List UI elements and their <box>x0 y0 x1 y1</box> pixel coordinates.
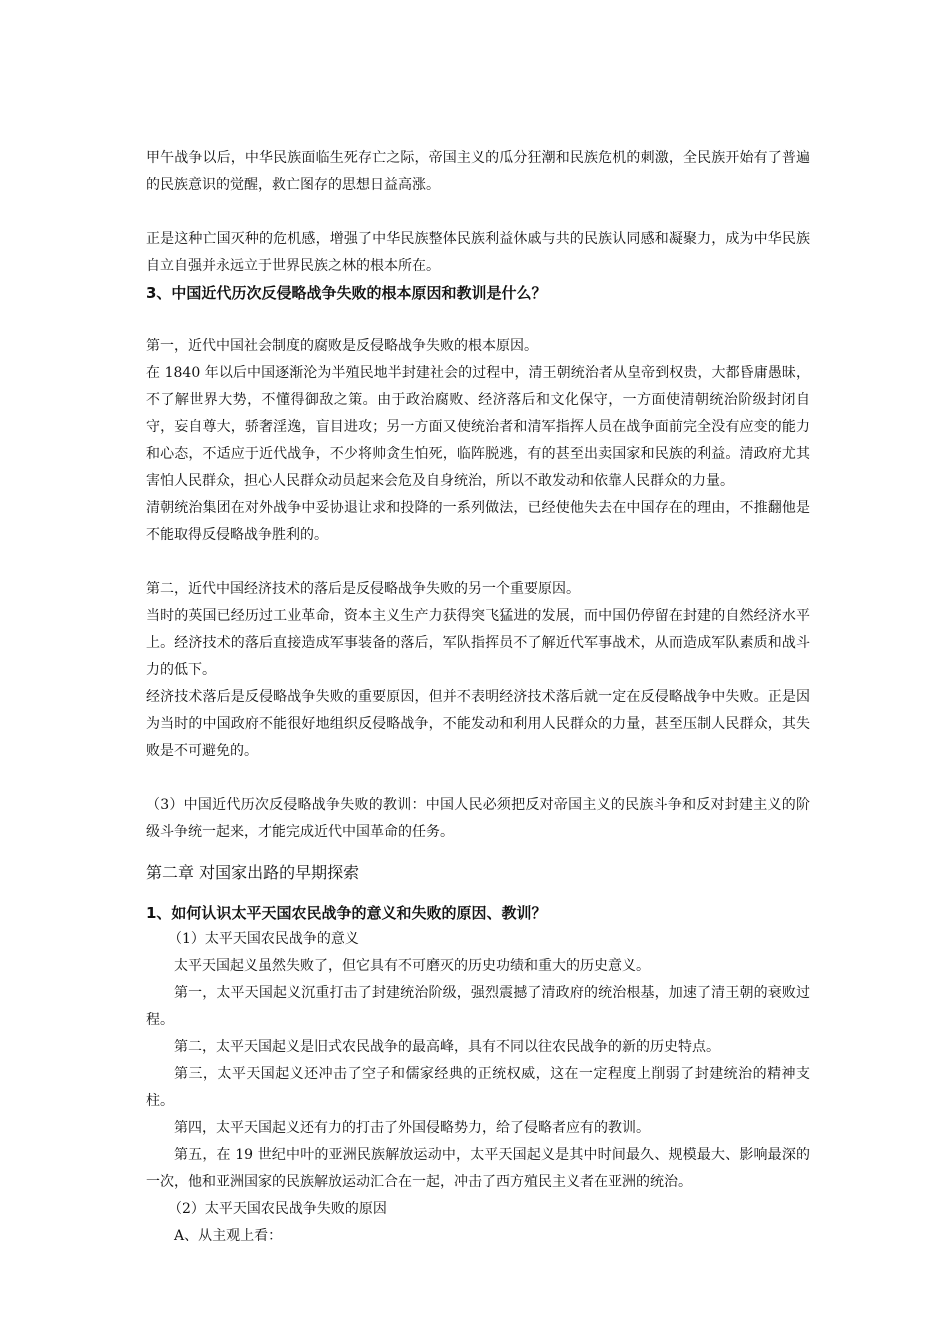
spacer <box>146 199 810 226</box>
paragraph-industrial-gap: 当时的英国已经历过工业革命，资本主义生产力获得突飞猛进的发展，而中国仍停留在封建的自然经济水平上。经济技术的落后直接造成军事装备的落后，军队指挥员不了解近代军事战术，从而造成军队素质和战斗力的低下。 <box>146 608 810 678</box>
section-significance-title: （1）太平天国农民战争的意义 <box>168 931 359 947</box>
paragraph-significance-third: 第三，太平天国起义还冲击了空子和儒家经典的正统权威，这在一定程度上削弱了封建统治的精神支柱。 <box>146 1066 810 1109</box>
paragraph-qing-compromise: 清朝统治集团在对外战争中妥协退让求和投降的一系列做法，已经使他失去在中国存在的理由，不推翻他是不能取得反侵略战争胜利的。 <box>146 500 810 543</box>
paragraph-crisis-awareness: 正是这种亡国灭种的危机感，增强了中华民族整体民族利益休戚与共的民族认同感和凝聚力，成为中华民族自立自强并永远立于世界民族之林的根本所在。 <box>146 231 810 274</box>
paragraph-economic-backwardness: 经济技术落后是反侵略战争失败的重要原因，但并不表明经济技术落后就一定在反侵略战争中失败。正是因为当时的中国政府不能很好地组织反侵略战争，不能发动和利用人民群众的力量，甚至压制人民群众，其失败是不可避免的。 <box>146 689 810 759</box>
paragraph-significance-fourth: 第四，太平天国起义还有力的打击了外国侵略势力，给了侵略者应有的教训。 <box>174 1120 650 1136</box>
paragraph-significance-first: 第一，太平天国起义沉重打击了封建统治阶级，强烈震撼了清政府的统治根基，加速了清王朝的衰败过程。 <box>146 985 810 1028</box>
question-heading-3: 3、中国近代历次反侵略战争失败的根本原因和教训是什么？ <box>146 284 547 302</box>
document-body <box>146 145 810 1250</box>
paragraph-significance-second: 第二，太平天国起义是旧式农民战争的最高峰，具有不同以往农民战争的新的历史特点。 <box>174 1039 720 1055</box>
spacer <box>146 765 810 792</box>
paragraph-reason-second: 第二，近代中国经济技术的落后是反侵略战争失败的另一个重要原因。 <box>146 581 580 597</box>
section-failure-title: （2）太平天国农民战争失败的原因 <box>168 1201 387 1217</box>
paragraph-national-awakening: 甲午战争以后，中华民族面临生死存亡之际，帝国主义的瓜分狂潮和民族危机的刺激，全民族开始有了普遍的民族意识的觉醒，救亡图存的思想日益高涨。 <box>146 150 810 193</box>
spacer <box>146 549 810 576</box>
spacer <box>146 306 810 333</box>
paragraph-reason-first: 第一，近代中国社会制度的腐败是反侵略战争失败的根本原因。 <box>146 338 538 354</box>
paragraph-significance-intro: 太平天国起义虽然失败了，但它具有不可磨灭的历史功绩和重大的历史意义。 <box>174 958 650 974</box>
spacer <box>146 846 810 860</box>
paragraph-qing-decay: 在 1840 年以后中国逐渐沦为半殖民地半封建社会的过程中，清王朝统治者从皇帝到权贵，大都昏庸愚昧，不了解世界大势，不懂得御敌之策。由于政治腐败、经济落后和文化保守，一方面使清朝统治阶级封闭自守，妄自尊大，骄奢淫逸，盲目进攻；另一方面又使统治者和清军指挥人员在战争面前完全没有应变的能力和心态，不适应于近代战争，不少将帅贪生怕死，临阵脱逃，有的甚至出卖国家和民族的利益。清政府尤其害怕人民群众，担心人民群众动员起来会危及自身统治，所以不敢发动和依靠人民群众的力量。 <box>146 365 810 489</box>
paragraph-lesson: （3）中国近代历次反侵略战争失败的教训：中国人民必须把反对帝国主义的民族斗争和反对封建主义的阶级斗争统一起来，才能完成近代中国革命的任务。 <box>146 797 810 840</box>
spacer <box>146 886 810 900</box>
section-subjective-title: A、从主观上看： <box>174 1228 283 1244</box>
chapter-title: 第二章 对国家出路的早期探索 <box>146 863 360 882</box>
question-heading-1: 1、如何认识太平天国农民战争的意义和失败的原因、教训？ <box>146 904 547 922</box>
paragraph-significance-fifth: 第五，在 19 世纪中叶的亚洲民族解放运动中，太平天国起义是其中时间最久、规模最大、影响最深的一次，他和亚洲国家的民族解放运动汇合在一起，冲击了西方殖民主义者在亚洲的统治。 <box>146 1147 810 1190</box>
